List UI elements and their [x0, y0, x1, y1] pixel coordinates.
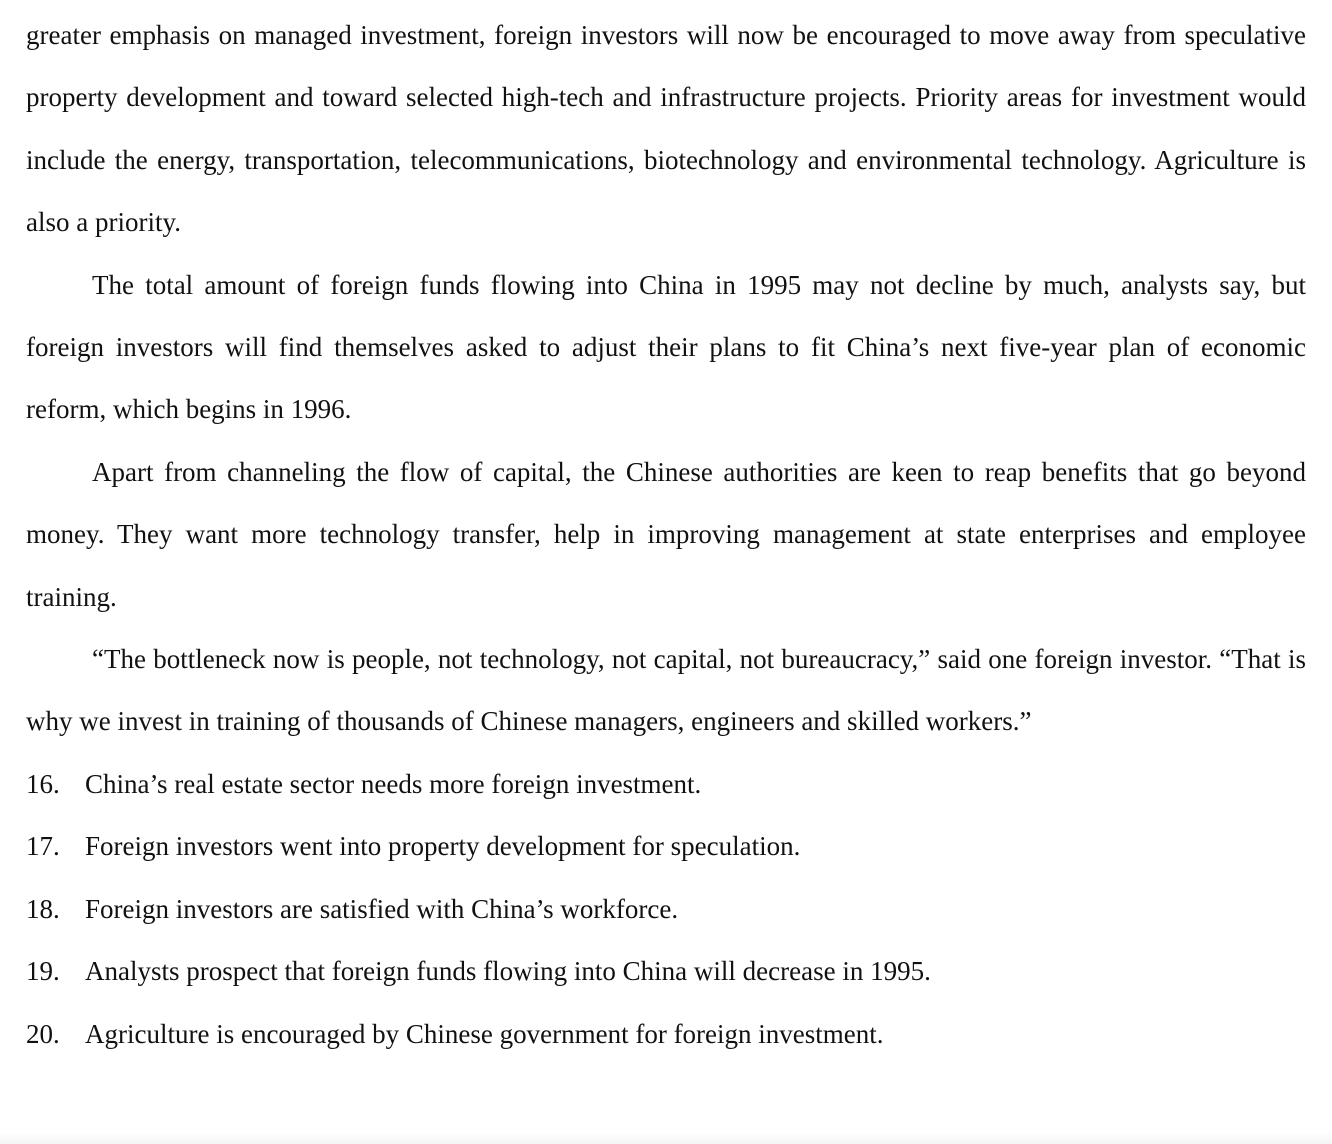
- passage-paragraph-4: “The bottleneck now is people, not technology, not capital, not bureaucracy,” said one foreign investor. “That is why we invest in training of thousands of Chinese managers, engineers and skilled workers.”: [26, 644, 1306, 737]
- question-text: China’s real estate sector needs more foreign investment.: [85, 768, 702, 799]
- question-number: 16.: [26, 768, 60, 799]
- question-number: 18.: [26, 893, 60, 924]
- question-list: [26, 753, 1306, 1065]
- passage-paragraph-1: greater emphasis on managed investment, foreign investors will now be encouraged to move away from speculative property development and toward selected high-tech and infrastructure projects. Priority areas for investment would include the energy, transportation, telecommunications, biotechnology and environmental technology. Agriculture is also a priority.: [26, 20, 1306, 238]
- question-text: Agriculture is encouraged by Chinese government for foreign investment.: [85, 1018, 884, 1049]
- reading-passage: [26, 4, 1306, 753]
- document-page: [26, 4, 1306, 1065]
- passage-paragraph-3: Apart from channeling the flow of capital, the Chinese authorities are keen to reap benefits that go beyond money. They want more technology transfer, help in improving management at state enterprises and employee training.: [26, 456, 1306, 612]
- question-item-18: [26, 878, 1306, 940]
- question-item-20: [26, 1003, 1306, 1065]
- question-item-17: [26, 815, 1306, 877]
- question-item-16: [26, 753, 1306, 815]
- question-number: 17.: [26, 831, 60, 862]
- question-text: Foreign investors are satisfied with China’s workforce.: [85, 893, 679, 924]
- question-number: 20.: [26, 1018, 60, 1049]
- question-text: Foreign investors went into property development for speculation.: [85, 831, 801, 862]
- question-number: 19.: [26, 956, 60, 987]
- question-item-19: [26, 940, 1306, 1002]
- passage-paragraph-2: The total amount of foreign funds flowing into China in 1995 may not decline by much, analysts say, but foreign investors will find themselves asked to adjust their plans to fit China’s next five-year plan of economic reform, which begins in 1996.: [26, 269, 1306, 425]
- question-text: Analysts prospect that foreign funds flowing into China will decrease in 1995.: [85, 956, 931, 987]
- page-bottom-edge: [0, 1132, 1332, 1144]
